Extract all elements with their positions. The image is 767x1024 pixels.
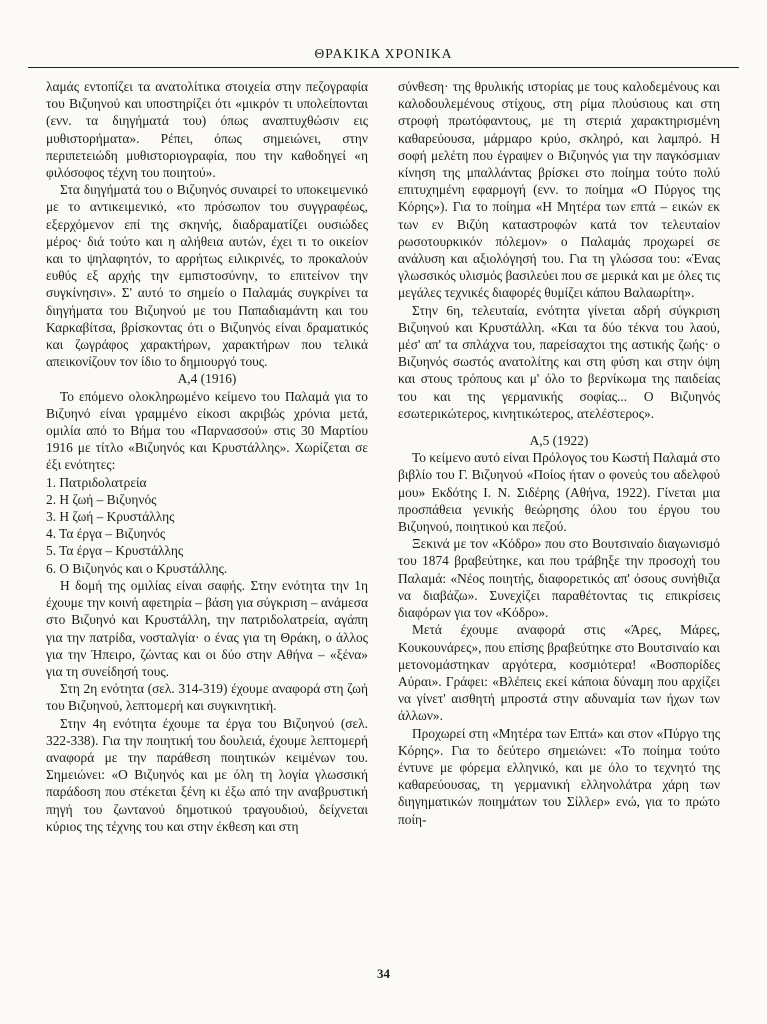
paragraph: σύνθεση· της θρυλικής ιστορίας με τους καλοδεμένους και καλοδουλεμένους στίχους, στη ρίμα πλούσιους και στη στροφή πρωτόφαντους, με τη στεριά χαρακτηρισμένη καθαρεύουσα, μάρμαρο κρύο, σκληρό, και λαμπρό. Η σοφή μελέτη που έγραψεν ο Βιζυηνός για την παγκόσμιαν κίνηση της μπαλλάντας βρίσκει στο ποίημα τούτο πολύ επιτυχημένη εφαρμογή (ενν. το ποίημα «Ο Πύργος της Κόρης»). Για το ποίημα «Η Μητέρα των επτά – εικών εκ των εν Βιζύη καταστροφών κατά τον τελευταίον ρωσοτουρκικόν πόλεμον» ο Παλαμάς προχωρεί σε ανάλυση και αξιολόγησή του. Για τη γλώσσα του: «Ένας γλωσσικός υλισμός βασιλεύει που σε μερικά και με όλες τις μεγάλες τεχνικές διαφορές θυμίζει κάπου Βαλαωρίτη». [398,79,720,301]
paragraph: Στα διηγήματά του ο Βιζυηνός συναιρεί το υποκειμενικό με το αντικειμενικό, «το πρόσωπον του συγγραφέως, εξερχόμενον επί της σκηνής, διαδραματίζει ουσιώδες μέρος· διά τούτο και η αλήθεια αυτών, έχει τι το οικείον και το ψηλαφητόν, το αρρήτως ειλικρινές, το προκαλούν ευθύς εξ αρχής την εμπιστοσύνην, το επιτείνον την συγκίνησιν». Σ' αυτό το σημείο ο Παλαμάς συγκρίνει τα διηγήματα του Βιζυηνού με του Παπαδιαμάντη και του Καρκαβίτσα, βρίσκοντας ότι ο Βιζυηνός είναι δραματικός και ζωγράφος χαρακτήρων, χαρακτήρων που τελικά απεικονίζουν τον ίδιο το δημιουργό τους. [46,182,368,370]
section-heading: A,5 (1922) [529,433,589,449]
section-list [46,474,368,577]
list-item: 6. Ο Βιζυηνός και ο Κρυστάλλης. [46,560,228,576]
section-heading: A,4 (1916) [177,371,237,387]
paragraph: Ξεκινά με τον «Κόδρο» που στο Βουτσιναίο διαγωνισμό του 1874 βραβεύτηκε, και που τράβηξε την προσοχή του Παλαμά: «Νέος ποιητής, διαφορετικός απ' όσους συνήθιζα να διαβάζω». Συνεχίζει παραθέτοντας τις επικρίσεις διαφόρων για τον «Κόδρο». [398,536,720,621]
paragraph: λαμάς εντοπίζει τα ανατολίτικα στοιχεία στην πεζογραφία του Βιζυηνού και υποστηρίζει ότι «μικρόν τι υπολείπονται (ενν. τα διηγήματά του) όπως αναπτυχθώσιν εις μυθιστορήματα». Ρέπει, όπως σημειώνει, στην περιπετειώδη μυθιστοριογραφία, που την καθοδηγεί «η φιλόσοφος τέχνη του ποιητού». [46,79,368,181]
paragraph: Μετά έχουμε αναφορά στις «Άρες, Μάρες, Κουκουνάρες», που επίσης βραβεύτηκε στο Βουτσιναίο και μετονομάστηκαν αργότερα, κοσμιότερα! «Βοσπορίδες Αύραι». Γράφει: «Βλέπεις εκεί κάποια δύναμη που αρχίζει να γίνετ' αισθητή μπροστά στην αδυναμία των ήχων των άλλων». [398,622,720,724]
paragraph: Στην 6η, τελευταία, ενότητα γίνεται αδρή σύγκριση Βιζυηνού και Κρυστάλλη. «Και τα δύο τέκνα του λαού, μέσ' απ' τα σπλάχνα του, παρείσαχτοι της αστικής ζωής· ο Βιζυηνός σωστός ανατολίτης και στη φύση και στην όψη και στους τρόπους και μ' όλο το βερνίκωμα της παιδείας του και της γερμανικής σοφίας... Ο Βιζυηνός εσωτερικώτερος, κινητικώτερος, ατελέστερος». [398,302,720,421]
list-item: 1. Πατριδολατρεία [46,474,147,490]
list-item: 5. Τα έργα – Κρυστάλλης [46,543,184,559]
paragraph: Στη 2η ενότητα (σελ. 314-319) έχουμε αναφορά στη ζωή του Βιζυηνού, λεπτομερή και συγκινητική. [46,681,368,714]
list-item: 2. Η ζωή – Βιζυηνός [46,491,157,507]
list-item: 4. Τα έργα – Βιζυηνός [46,526,166,542]
paragraph: Το επόμενο ολοκληρωμένο κείμενο του Παλαμά για το Βιζυηνό είναι γραμμένο είκοσι ακριβώς χρόνια μετά, ομιλία από το Βήμα του «Παρνασσού» στις 30 Μαρτίου 1916 με τίτλο «Βιζυηνός και Κρυστάλλης». Χωρίζεται σε έξι ενότητες: [46,388,368,473]
right-column [398,78,720,828]
list-item: 3. Η ζωή – Κρυστάλλης [46,509,175,525]
paragraph: Προχωρεί στη «Μητέρα των Επτά» και στον «Πύργο της Κόρης». Για το δεύτερο σημειώνει: «Το ποίημα τούτο έντυνε με φόρεμα ελληνικό, και με όλο το τεχνητό της καθαρεύουσας, τη γερμανική ελληνολάτρα χάρη των διηγηματικών ποιημάτων του Σίλλερ» ενώ, για το πρώτο ποίη- [398,725,720,827]
paragraph: Το κείμενο αυτό είναι Πρόλογος του Κωστή Παλαμά στο βιβλίο του Γ. Βιζυηνού «Ποίος ήταν ο φονεύς του αδελφού μου» Εκδότης Ι. Ν. Σιδέρης (Αθήνα, 1922). Γίνεται μια προσπάθεια γενικής θεώρησης όλου του έργου του Βιζυηνού, ποιητικού και πεζού. [398,450,721,535]
left-column [46,78,368,835]
paragraph: Η δομή της ομιλίας είναι σαφής. Στην ενότητα την 1η έχουμε την κοινή αφετηρία – βάση για σύγκριση – ανάμεσα στο Βιζυηνό και Κρυστάλλη, την πατριδολατρεία, αγάπη για την πατρίδα, νοσταλγία· ο ένας για τη Θράκη, ο άλλος για την Ήπειρο, ζώντας και οι δύο στην Αθήνα – «ξένα» για τη συνείδησή τους. [46,577,368,679]
header-rule [28,67,739,68]
page-number: 34 [377,966,390,981]
running-title: ΘΡΑΚΙΚΑ ΧΡΟΝΙΚΑ [314,46,453,61]
paragraph: Στην 4η ενότητα έχουμε τα έργα του Βιζυηνού (σελ. 322-338). Για την ποιητική του δουλειά, έχουμε λεπτομερή αναφορά με την παράθεση ποιητικών κειμένων του. Σημειώνει: «Ο Βιζυηνός και με όλη τη λογία γλωσσική παράδοση που στέκεται ξένη κι έξω από την αναβρυστική πηγή του ζωντανού δημοτικού τραγουδιού, δείχνεται κύριος της τέχνης του και στην έκθεση και στη [46,715,368,834]
